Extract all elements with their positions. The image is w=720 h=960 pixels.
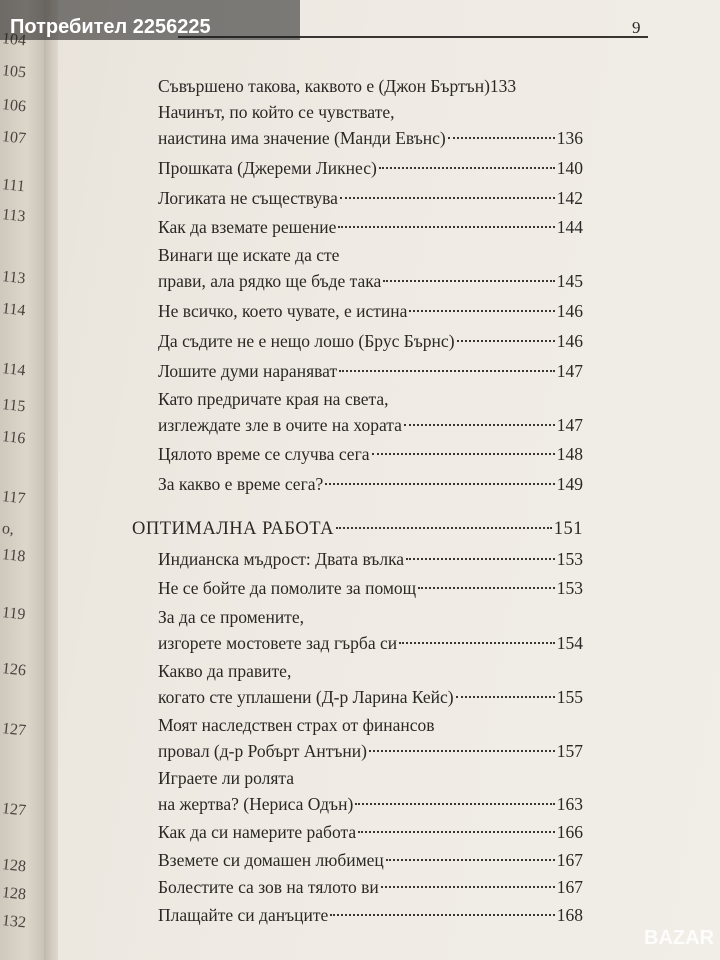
toc-entry: [158, 546, 583, 572]
toc-entry: [158, 358, 583, 384]
leader-dots: [457, 340, 555, 342]
toc-entry-page: 153: [556, 578, 583, 598]
left-page-number: 132: [1, 912, 27, 932]
left-page-number: 119: [1, 604, 27, 624]
toc-entry: [158, 328, 583, 354]
left-page-number: 114: [1, 360, 27, 380]
toc-entry-title: Вземете си домашен любимец: [158, 850, 384, 870]
toc-entry-page: 140: [556, 158, 583, 178]
toc-entry-title: Не се бойте да помолите за помощ: [158, 578, 417, 598]
toc-entry-page: 153: [556, 549, 583, 569]
leader-dots: [372, 453, 555, 455]
toc-entry-page: 146: [556, 301, 583, 321]
toc-entry-title-cont: когато сте уплашени (Д-р Ларина Кейс): [158, 687, 454, 707]
toc-entry-title-cont: на жертва? (Нериса Одън): [158, 794, 354, 814]
toc-section-title: ОПТИМАЛНА РАБОТА: [132, 519, 334, 539]
left-page-number: 113: [1, 268, 27, 288]
toc-entry-page: 144: [556, 217, 583, 237]
toc-entry-page: 168: [556, 905, 583, 925]
left-page-number: 106: [1, 96, 27, 116]
leader-dots: [325, 483, 554, 485]
leader-dots: [339, 370, 555, 372]
username-label: Потребител 2256225: [10, 16, 211, 38]
toc-entry-title: Моят наследствен страх от финансов: [158, 715, 435, 735]
toc-entry: [158, 575, 583, 601]
toc-entry-title: Плащайте си данъците: [158, 905, 329, 925]
leader-dots: [386, 859, 555, 861]
toc-entry-page: 155: [556, 687, 583, 707]
toc-entry-page: 133: [489, 76, 517, 96]
left-page-number: 128: [1, 856, 27, 876]
left-page-number: 105: [1, 62, 27, 82]
toc-entry-page: 136: [556, 128, 583, 148]
toc-entry-page: 147: [556, 361, 583, 381]
toc-entry-title: За да се промените,: [158, 607, 304, 627]
toc-entry-title: Винаги ще искате да сте: [158, 245, 340, 265]
toc-entry-page: 167: [556, 877, 583, 897]
leader-dots: [418, 587, 555, 589]
toc-entry-title: Не всичко, което чувате, е истина: [158, 301, 408, 321]
toc-entry: [158, 73, 583, 99]
toc-entry-page: 145: [556, 271, 583, 291]
left-page-number: 126: [1, 660, 27, 680]
toc-entry-title: Като предричате края на света,: [158, 389, 389, 409]
toc-entry-page: 147: [556, 415, 583, 435]
leader-dots: [379, 167, 555, 169]
leader-dots: [456, 696, 555, 698]
left-page-number: 118: [1, 546, 27, 566]
toc-entry-title: Как да си намерите работа: [158, 822, 357, 842]
leader-dots: [381, 886, 555, 888]
left-page-number: 107: [1, 128, 27, 148]
toc-entry-title: Индианска мъдрост: Двата вълка: [158, 549, 405, 569]
leader-dots: [340, 197, 555, 199]
toc-entry: [158, 155, 583, 181]
toc-entry: [158, 847, 583, 873]
toc-entry-title: Да съдите не е нещо лошо (Брус Бърнс): [158, 331, 455, 351]
toc-entry-page: 163: [556, 794, 583, 814]
left-page-number: 127: [1, 720, 27, 740]
toc-entry: [158, 412, 583, 438]
toc-entry-page: 157: [556, 741, 583, 761]
toc-entry-title: За какво е време сега?: [158, 474, 324, 494]
toc-entry-title: Лошите думи нараняват: [158, 361, 338, 381]
toc-entry-page: 167: [556, 850, 583, 870]
toc-entry-title: Как да вземате решение: [158, 217, 337, 237]
toc-entry-page: 166: [556, 822, 583, 842]
left-page-number: о,: [1, 520, 15, 539]
leader-dots: [330, 914, 554, 916]
toc-entry: [158, 874, 583, 900]
toc-entry-title: Съвършено такова, каквото е (Джон Бъртън): [158, 76, 490, 96]
toc-entry: [158, 791, 583, 817]
toc-entry-page: 151: [553, 519, 583, 539]
left-page-number: 117: [1, 488, 27, 508]
toc-entry-title: Болестите са зов на тялото ви: [158, 877, 379, 897]
toc-entry: [158, 738, 583, 764]
left-page-number: 127: [1, 800, 27, 820]
leader-dots: [369, 750, 555, 752]
toc-entry: [158, 298, 583, 324]
left-page-number: 128: [1, 884, 27, 904]
toc-entry-title-cont: изгорете мостовете зад гърба си: [158, 633, 398, 653]
toc-entry-title-cont: изглеждате зле в очите на хората: [158, 415, 402, 435]
toc-entry-title-cont: провал (д-р Робърт Антъни): [158, 741, 367, 761]
toc-entry: [158, 214, 583, 240]
toc-entry: [158, 185, 583, 211]
toc-entry: [158, 819, 583, 845]
leader-dots: [399, 642, 555, 644]
watermark-logo: BAZAR: [644, 927, 714, 949]
toc-entry-title: Играете ли ролята: [158, 768, 295, 788]
leader-dots: [336, 527, 552, 529]
leader-dots: [338, 226, 554, 228]
leader-dots: [448, 137, 555, 139]
toc-entry-title-cont: наистина има значение (Манди Евънс): [158, 128, 446, 148]
left-page-number: 113: [1, 206, 27, 226]
left-page-number: 115: [1, 396, 27, 416]
toc-entry: [158, 684, 583, 710]
left-page-number: 116: [1, 428, 27, 448]
toc-entry: [158, 902, 583, 928]
toc-entry-title: Прошката (Джереми Ликнес): [158, 158, 377, 178]
toc-entry-title: Какво да правите,: [158, 661, 292, 681]
leader-dots: [383, 280, 554, 282]
toc-entry-title: Цялото време се случва сега: [158, 444, 370, 464]
toc-entry-page: 149: [556, 474, 583, 494]
leader-dots: [355, 803, 554, 805]
toc-entry-page: 154: [556, 633, 583, 653]
leader-dots: [404, 424, 555, 426]
toc-entry: [158, 441, 583, 467]
toc-entry: [158, 630, 583, 656]
left-page-number: 111: [1, 176, 26, 196]
toc-entry: [158, 125, 583, 151]
toc-entry-title-cont: прави, ала рядко ще бъде така: [158, 271, 382, 291]
page-number: 9: [632, 18, 641, 37]
leader-dots: [406, 558, 555, 560]
leader-dots: [409, 310, 554, 312]
toc-entry: [158, 268, 583, 294]
toc-entry-title: Начинът, по който се чувствате,: [158, 102, 395, 122]
toc-section-heading: [132, 516, 583, 542]
left-page-number: 114: [1, 300, 27, 320]
toc-entry-page: 142: [556, 188, 583, 208]
toc-entry-page: 148: [556, 444, 583, 464]
toc-entry: [158, 471, 583, 497]
toc-entry-title: Логиката не съществува: [158, 188, 338, 208]
leader-dots: [358, 831, 555, 833]
toc-entry-page: 146: [556, 331, 583, 351]
